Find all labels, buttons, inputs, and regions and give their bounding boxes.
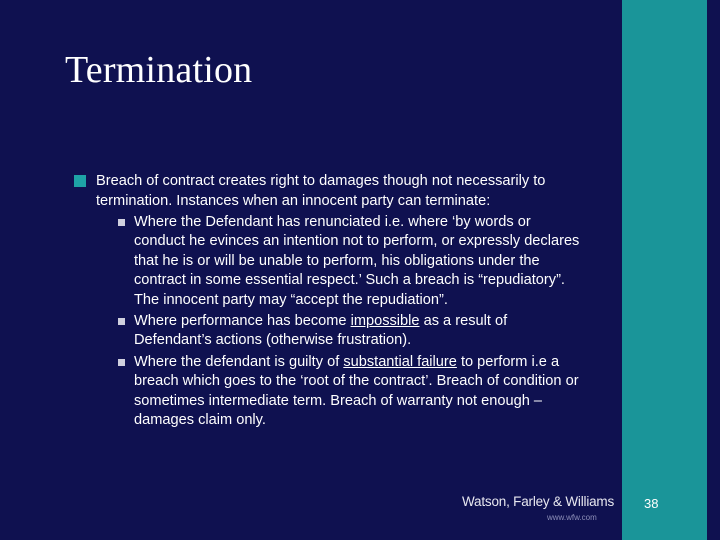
sub-bullet-substantial-failure [74,353,584,431]
sub-bullet-text-after: to perform i.e a breach which goes to the ‘root of the contract’. Breach of condition or sometimes intermediate term. Breach of warranty not enough – damages claim only. [134,353,579,429]
square-bullet-icon [74,175,86,187]
small-square-bullet-icon [118,219,125,226]
main-bullet-text: Breach of contract creates right to damages though not necessarily to termination. Instances when an innocent party can terminate: [96,173,546,209]
sub-bullet-list [74,213,584,430]
sub-bullet-text-before: Where the defendant is guilty of [134,353,344,370]
underlined-term: substantial failure [343,353,457,370]
firm-url: www.wfw.com [547,513,597,522]
sub-bullet-text-before: Where performance has become [134,313,351,330]
underlined-term: impossible [350,313,420,330]
side-accent-bar [622,0,707,540]
sub-bullet-renunciation [74,213,584,310]
firm-name: Watson, Farley & Williams [462,494,615,509]
small-square-bullet-icon [118,359,125,366]
firm-logo [462,494,615,528]
small-square-bullet-icon [118,318,125,325]
page-number: 38 [644,496,659,511]
slide-content [74,172,584,430]
sub-bullet-text-after: as a result of Defendant’s actions (otherwise frustration). [134,313,508,349]
slide-title: Termination [65,49,253,91]
sub-bullet-text: Where the Defendant has renunciated i.e. where ‘by words or conduct he evinces an intention not to perform, or expressly declares that he is or will be unable to perform, his obligations under the contract in some essential respect.’ Such a breach is “repudiatory”. The innocent party may “accept the repudiation”. [134,214,580,308]
sub-bullet-impossibility [74,312,584,351]
main-bullet [74,172,584,211]
